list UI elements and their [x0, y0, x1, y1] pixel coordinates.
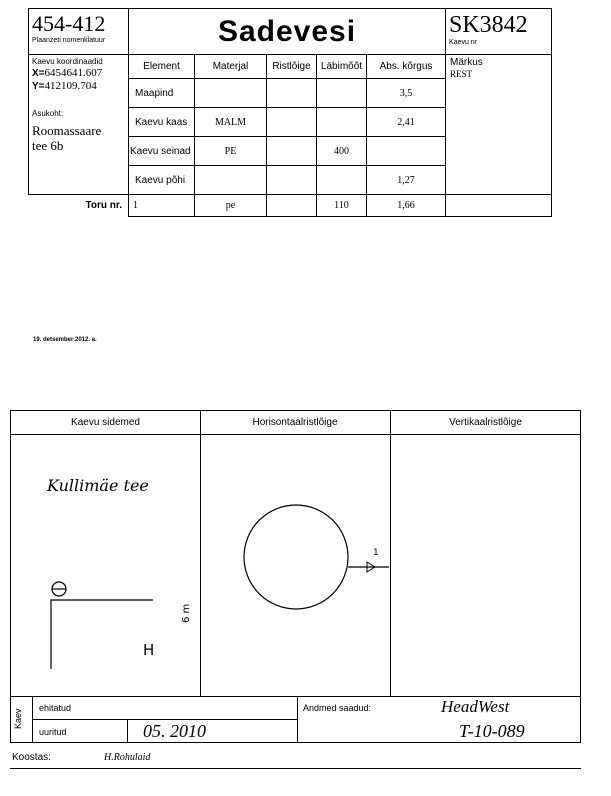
row-diameter: 400	[317, 137, 367, 166]
col-horizontal: Horisontaalristlõige	[200, 411, 390, 435]
pipe-number-label: 1	[373, 548, 379, 558]
built-label: ehitatud	[39, 703, 72, 713]
measured-label: uuritud	[39, 727, 67, 737]
remarks-value: REST	[450, 69, 473, 79]
pipe-number: 1	[129, 195, 195, 217]
pipe-route-line	[51, 600, 153, 669]
data-source-signature: HeadWest	[441, 697, 510, 716]
row-height: 2,41	[367, 108, 446, 137]
pipe-height: 1,66	[367, 195, 446, 217]
x-value: 6454641.607	[44, 67, 103, 79]
row-diameter	[317, 79, 367, 108]
author-underline	[10, 768, 581, 769]
header-remarks: Märkus	[450, 57, 483, 68]
row-material: PE	[195, 137, 267, 166]
row-section	[267, 79, 317, 108]
row-element: Maapind	[129, 79, 195, 108]
footer-divider	[127, 719, 128, 743]
author-label: Koostas:	[12, 752, 51, 763]
data-source-label: Andmed saadud:	[303, 703, 372, 713]
title-cell	[129, 9, 446, 55]
author-value: H.Rohulaid	[104, 752, 151, 763]
x-label: X=	[32, 68, 45, 79]
col-connections: Kaevu sidemed	[11, 411, 200, 435]
row-material	[195, 79, 267, 108]
footer-divider	[297, 697, 298, 743]
row-material	[195, 166, 267, 195]
map-number-cell	[29, 9, 129, 55]
well-section-circle	[244, 505, 348, 609]
remarks-cell	[446, 55, 552, 195]
data-source-code: T-10-089	[459, 721, 525, 741]
map-number: 454-412	[32, 11, 106, 36]
location-cell	[29, 55, 129, 195]
pipe-material: pe	[195, 195, 267, 217]
row-height: 3,5	[367, 79, 446, 108]
row-section	[267, 166, 317, 195]
page-title: Sadevesi	[217, 14, 357, 48]
map-number-label: Plaanzeti nomenklatuur	[32, 37, 106, 44]
pipe-row	[29, 195, 552, 217]
header-material: Materjal	[195, 55, 267, 79]
pipe-diameter: 110	[317, 195, 367, 217]
address-line-2: tee 6b	[32, 138, 64, 153]
sketch-drawing	[11, 411, 580, 696]
x-coordinate	[32, 67, 125, 80]
well-number-cell	[446, 9, 552, 55]
y-label: Y=	[32, 81, 45, 92]
coords-label: Kaevu koordinaadid	[32, 57, 103, 66]
footer-box	[10, 697, 581, 743]
row-section	[267, 108, 317, 137]
row-diameter	[317, 108, 367, 137]
header-diameter: Läbimõõt	[317, 55, 367, 79]
header-height: Abs. kõrgus	[367, 55, 446, 79]
kaev-label-box	[11, 697, 33, 743]
kaev-label: Kaev	[13, 708, 23, 729]
row-material: MALM	[195, 108, 267, 137]
row-section	[267, 137, 317, 166]
row-element: Kaevu seinad	[129, 137, 195, 166]
date-note: 19. detsember 2012. a.	[33, 337, 97, 343]
row-height	[367, 137, 446, 166]
row-diameter	[317, 166, 367, 195]
measured-value: 05. 2010	[143, 721, 206, 741]
pipe-section	[267, 195, 317, 217]
footer-divider	[33, 719, 297, 720]
header-element: Element	[129, 55, 195, 79]
address-label: Asukoht:	[32, 109, 64, 118]
sketch-letter: H	[143, 641, 155, 659]
row-height: 1,27	[367, 166, 446, 195]
header-section: Ristlõige	[267, 55, 317, 79]
row-element: Kaevu põhi	[129, 166, 195, 195]
pipe-label: Toru nr.	[85, 200, 122, 212]
sketch-distance: 6 m	[181, 603, 192, 623]
well-data-table	[28, 8, 552, 217]
col-vertical: Vertikaalristlõige	[390, 411, 581, 435]
y-value: 412109.704	[44, 80, 97, 92]
well-number: SK3842	[449, 12, 528, 38]
sketch-street-label: Kullimäe tee	[47, 476, 149, 495]
sketch-panel	[10, 410, 581, 697]
well-number-label: Kaevu nr	[449, 39, 478, 46]
row-element: Kaevu kaas	[129, 108, 195, 137]
address-line-1: Roomassaare	[32, 123, 102, 138]
y-coordinate	[32, 80, 125, 93]
pipe-remarks	[446, 195, 552, 217]
